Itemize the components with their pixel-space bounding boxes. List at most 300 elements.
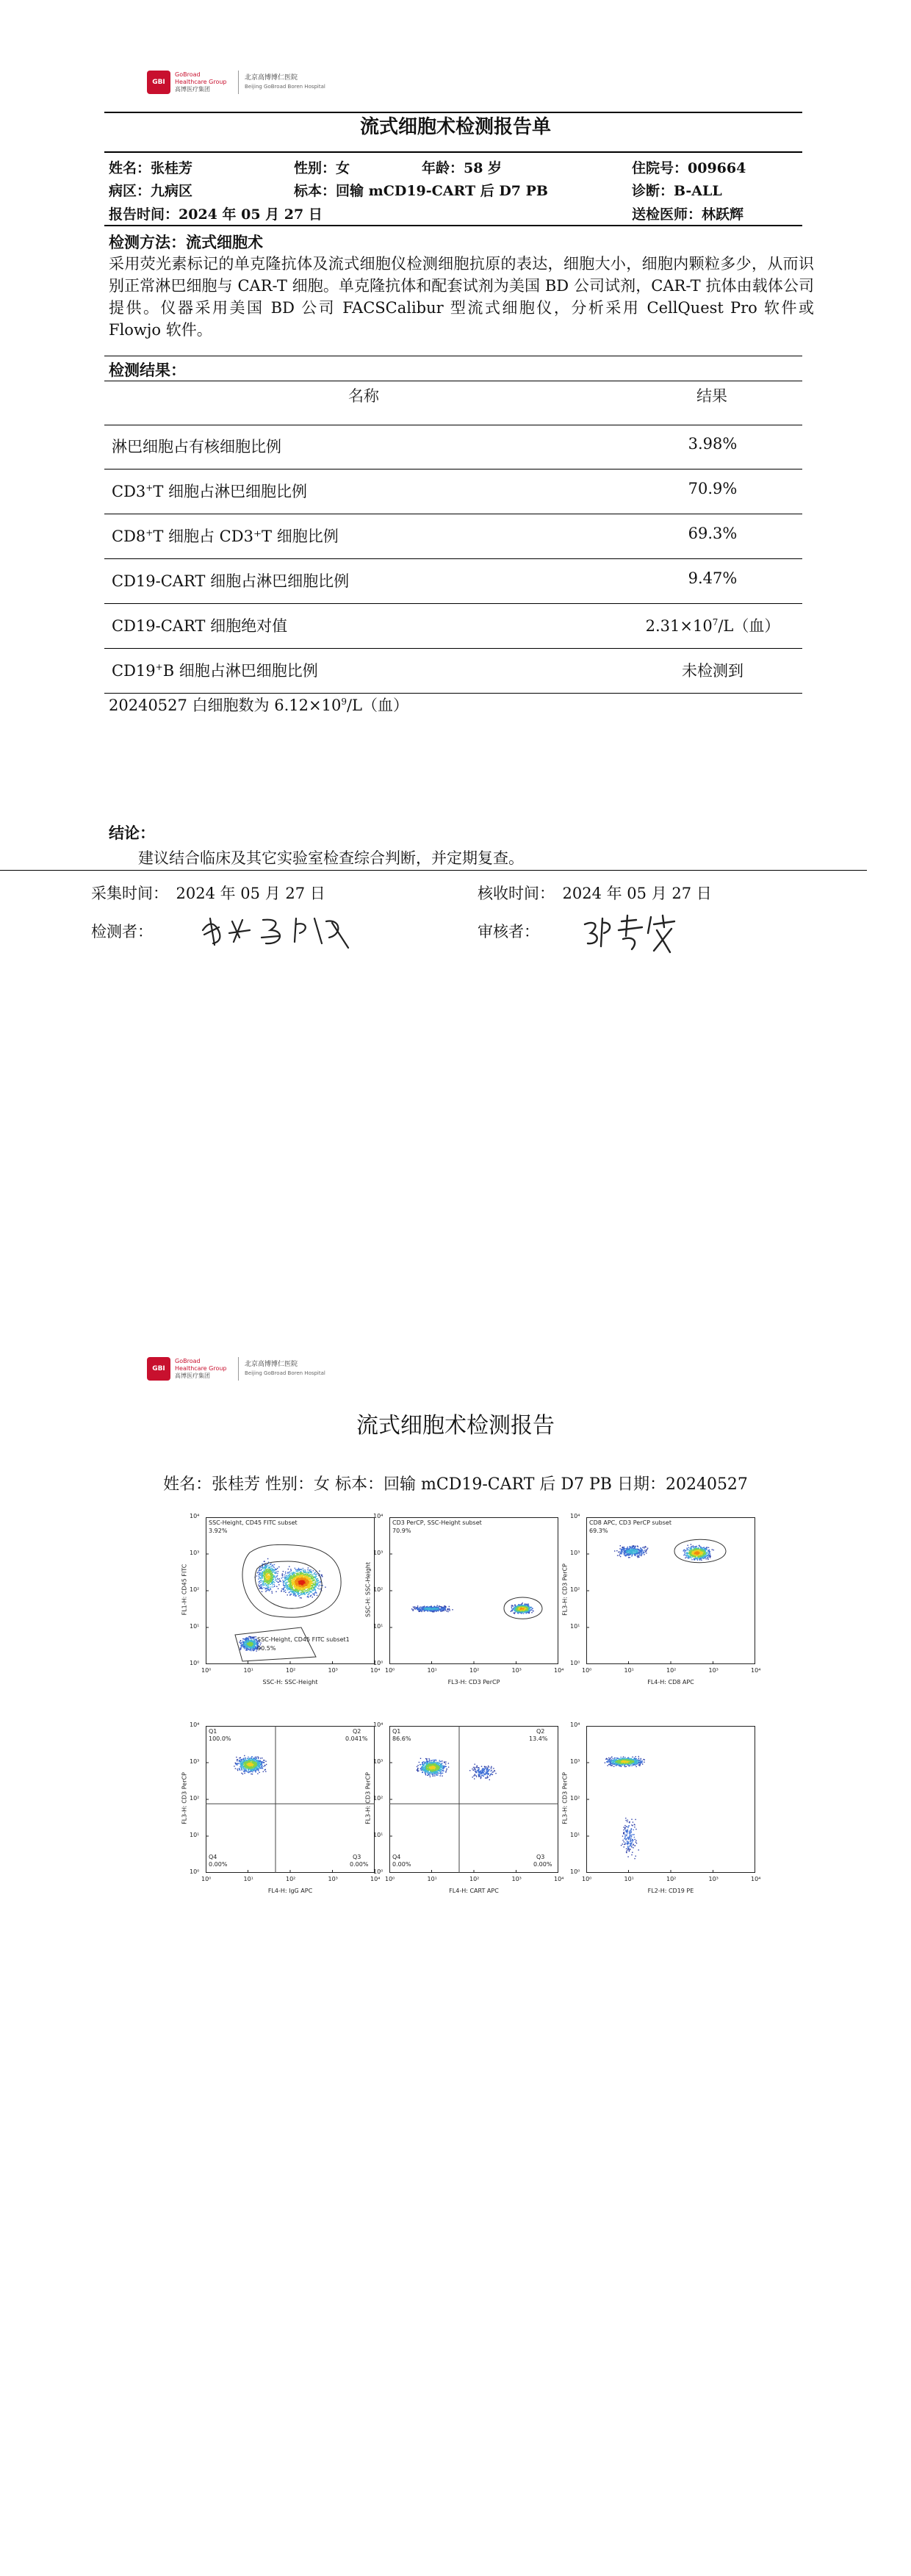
- event-dot: [314, 1574, 315, 1575]
- event-dot: [239, 1641, 240, 1642]
- event-dot: [443, 1609, 444, 1610]
- event-dot: [693, 1549, 694, 1550]
- event-dot: [288, 1584, 289, 1585]
- event-dot: [524, 1605, 525, 1606]
- review-time: 核收时间： 2024 年 05 月 27 日: [478, 885, 712, 902]
- event-dot: [630, 1549, 631, 1550]
- event-dot: [264, 1583, 265, 1584]
- event-dot: [285, 1592, 286, 1593]
- plot-report-patient-info: 姓名：张桂芳 性别：女 标本：回输 mCD19-CART 后 D7 PB 日期：20240527: [163, 1475, 748, 1494]
- event-dot: [431, 1607, 432, 1608]
- event-dot: [616, 1550, 617, 1551]
- event-dot: [707, 1559, 708, 1560]
- event-dot: [433, 1606, 434, 1607]
- event-dot: [244, 1638, 245, 1639]
- event-dot: [276, 1581, 277, 1582]
- event-dot: [289, 1583, 290, 1584]
- plot-canvas: [389, 1517, 558, 1664]
- event-dot: [299, 1583, 300, 1584]
- event-dot: [263, 1572, 264, 1573]
- event-dot: [300, 1586, 301, 1587]
- event-dot: [298, 1577, 299, 1578]
- event-dot: [263, 1582, 264, 1583]
- event-dot: [266, 1569, 267, 1570]
- event-dot: [309, 1591, 310, 1592]
- event-dot: [634, 1548, 635, 1549]
- event-dot: [292, 1572, 293, 1573]
- event-dot: [303, 1591, 304, 1592]
- event-dot: [301, 1597, 302, 1598]
- plot-label: 10³: [328, 1667, 338, 1674]
- plot-canvas: [586, 1517, 755, 1664]
- event-dot: [630, 1551, 631, 1552]
- event-dot: [313, 1583, 314, 1584]
- event-dot: [689, 1550, 690, 1551]
- event-dot: [262, 1584, 263, 1585]
- event-dot: [306, 1588, 307, 1589]
- event-dot: [261, 1588, 262, 1589]
- event-dot: [708, 1551, 709, 1552]
- event-dot: [291, 1572, 292, 1573]
- event-dot: [269, 1589, 270, 1590]
- event-dot: [261, 1584, 262, 1585]
- event-dot: [701, 1560, 702, 1561]
- flow-plot-1: [181, 1513, 381, 1685]
- event-dot: [519, 1605, 520, 1606]
- event-dot: [261, 1569, 262, 1570]
- plot-label: SSC-H: SSC-Height: [262, 1679, 318, 1685]
- event-dot: [265, 1566, 266, 1567]
- event-dot: [264, 1574, 265, 1575]
- event-dot: [300, 1589, 301, 1590]
- event-dot: [530, 1610, 531, 1611]
- event-dot: [304, 1569, 305, 1570]
- event-dot: [252, 1646, 253, 1647]
- event-dot: [638, 1552, 639, 1553]
- event-dot: [287, 1578, 288, 1579]
- event-dot: [414, 1608, 415, 1609]
- event-dot: [693, 1551, 694, 1552]
- event-dot: [438, 1607, 439, 1608]
- event-dot: [299, 1569, 300, 1570]
- event-dot: [294, 1574, 295, 1575]
- event-dot: [430, 1609, 431, 1610]
- event-dot: [620, 1545, 621, 1546]
- plot-label: 10¹: [373, 1623, 384, 1630]
- event-dot: [290, 1578, 291, 1579]
- collect-time: 采集时间： 2024 年 05 月 27 日: [91, 885, 325, 902]
- plot-label: SSC-Height, CD45 FITC subset1: [257, 1636, 350, 1643]
- event-dot: [293, 1595, 294, 1596]
- event-dot: [625, 1550, 626, 1551]
- event-dot: [307, 1569, 308, 1570]
- event-dot: [411, 1608, 412, 1609]
- event-dot: [300, 1573, 301, 1574]
- event-dot: [428, 1609, 429, 1610]
- event-dot: [627, 1547, 628, 1548]
- plot-label: SSC-H: SSC-Height: [364, 1562, 372, 1617]
- event-dot: [305, 1576, 306, 1577]
- event-dot: [246, 1648, 247, 1649]
- event-dot: [298, 1592, 299, 1593]
- event-dot: [683, 1550, 684, 1551]
- event-dot: [519, 1607, 520, 1608]
- event-dot: [297, 1575, 298, 1576]
- event-dot: [296, 1577, 297, 1578]
- event-dot: [244, 1648, 245, 1649]
- event-dot: [301, 1581, 302, 1582]
- plot-label: 10²: [570, 1586, 580, 1593]
- event-dot: [297, 1578, 298, 1579]
- event-dot: [526, 1610, 527, 1611]
- event-dot: [524, 1612, 525, 1613]
- event-dot: [244, 1755, 245, 1756]
- plot-label: 10³: [373, 1550, 384, 1556]
- event-dot: [632, 1555, 633, 1556]
- event-dot: [259, 1588, 260, 1589]
- result-row-value: 70.9%: [688, 480, 738, 497]
- event-dot: [279, 1578, 280, 1579]
- event-dot: [309, 1574, 310, 1575]
- event-dot: [635, 1552, 636, 1553]
- event-dot: [519, 1612, 520, 1613]
- event-dot: [693, 1554, 694, 1555]
- plot-report-title: 流式细胞术检测报告: [356, 1413, 555, 1439]
- event-dot: [421, 1611, 422, 1612]
- event-dot: [628, 1549, 629, 1550]
- event-dot: [625, 1551, 626, 1552]
- event-dot: [296, 1595, 297, 1596]
- event-dot: [250, 1638, 251, 1639]
- flow-plot-4: [181, 1721, 381, 1894]
- plot-label: 10³: [190, 1550, 200, 1556]
- event-dot: [449, 1609, 450, 1610]
- event-dot: [308, 1591, 309, 1592]
- event-dot: [419, 1608, 420, 1609]
- event-dot: [686, 1553, 687, 1554]
- event-dot: [265, 1575, 266, 1576]
- reviewer-signature: [580, 908, 683, 963]
- event-dot: [287, 1573, 288, 1574]
- result-row-name: CD19-CART 细胞绝对值: [112, 617, 288, 635]
- event-dot: [272, 1565, 273, 1566]
- event-dot: [271, 1570, 272, 1571]
- event-dot: [312, 1576, 313, 1577]
- event-dot: [317, 1578, 318, 1579]
- event-dot: [269, 1572, 270, 1573]
- event-dot: [529, 1608, 530, 1609]
- event-dot: [433, 1611, 434, 1612]
- event-dot: [293, 1579, 294, 1580]
- event-dot: [529, 1612, 530, 1613]
- event-dot: [285, 1587, 286, 1588]
- event-dot: [629, 1550, 630, 1551]
- event-dot: [316, 1584, 317, 1585]
- result-row-name: 淋巴细胞占有核细胞比例: [112, 438, 281, 456]
- event-dot: [278, 1566, 279, 1567]
- event-dot: [309, 1581, 310, 1582]
- event-dot: [282, 1573, 283, 1574]
- event-dot: [306, 1575, 307, 1576]
- event-dot: [268, 1575, 269, 1576]
- event-dot: [305, 1586, 306, 1587]
- event-dot: [427, 1606, 428, 1607]
- event-dot: [297, 1570, 298, 1571]
- event-dot: [268, 1578, 269, 1579]
- event-dot: [701, 1558, 702, 1559]
- event-dot: [517, 1605, 518, 1606]
- event-dot: [632, 1554, 633, 1555]
- event-dot: [293, 1581, 294, 1582]
- event-dot: [248, 1639, 249, 1640]
- plot-canvas: [206, 1726, 375, 1873]
- result-row-name: CD8+T 细胞占 CD3⁺T 细胞比例: [112, 528, 339, 545]
- event-dot: [632, 1547, 633, 1548]
- event-dot: [700, 1557, 701, 1558]
- plot-label: 10⁰: [582, 1667, 592, 1674]
- event-dot: [308, 1584, 309, 1585]
- wbc-count: 20240527 白细胞数为 $6.12\times 10^9/L$（血）: [109, 697, 408, 714]
- event-dot: [276, 1586, 277, 1587]
- event-dot: [322, 1576, 323, 1577]
- event-dot: [518, 1604, 519, 1605]
- event-dot: [270, 1574, 271, 1575]
- event-dot: [526, 1611, 527, 1612]
- event-dot: [636, 1550, 637, 1551]
- event-dot: [631, 1551, 632, 1552]
- event-dot: [294, 1590, 295, 1591]
- event-dot: [298, 1570, 299, 1571]
- event-dot: [287, 1589, 288, 1590]
- event-dot: [287, 1572, 288, 1573]
- plot-frame: [390, 1518, 558, 1664]
- logo-badge-icon: GBI: [147, 71, 170, 94]
- event-dot: [697, 1560, 698, 1561]
- event-dot: [694, 1553, 695, 1554]
- event-dot: [303, 1593, 304, 1594]
- event-dot: [316, 1583, 317, 1584]
- event-dot: [614, 1550, 615, 1551]
- event-dot: [319, 1585, 320, 1586]
- event-dot: [695, 1548, 696, 1549]
- event-dot: [298, 1572, 299, 1573]
- event-dot: [690, 1549, 691, 1550]
- event-dot: [693, 1545, 694, 1546]
- event-dot: [245, 1647, 246, 1648]
- patient-sex: 性别：女: [294, 160, 350, 176]
- event-dot: [706, 1549, 707, 1550]
- event-dot: [308, 1578, 309, 1579]
- event-dot: [703, 1551, 704, 1552]
- event-dot: [313, 1590, 314, 1591]
- event-dot: [700, 1549, 701, 1550]
- event-dot: [263, 1571, 264, 1572]
- event-dot: [641, 1550, 642, 1551]
- plot-frame: [206, 1727, 375, 1873]
- event-dot: [262, 1571, 263, 1572]
- table-row-rule: [104, 603, 802, 604]
- event-dot: [285, 1590, 286, 1591]
- event-dot: [302, 1584, 303, 1585]
- event-dot: [703, 1553, 704, 1554]
- plot-label: 10²: [190, 1586, 200, 1593]
- event-dot: [283, 1589, 284, 1590]
- admission-number: 住院号：009664: [632, 160, 746, 176]
- result-row-value: 69.3%: [688, 525, 738, 542]
- event-dot: [267, 1588, 268, 1589]
- event-dot: [449, 1610, 450, 1611]
- event-dot: [310, 1585, 311, 1586]
- event-dot: [314, 1592, 315, 1593]
- plot-label: 3.92%: [209, 1528, 228, 1534]
- flow-plot-3: [561, 1513, 761, 1685]
- event-dot: [626, 1554, 627, 1555]
- event-dot: [258, 1585, 259, 1586]
- event-dot: [633, 1545, 634, 1546]
- event-dot: [421, 1607, 422, 1608]
- event-dot: [272, 1593, 273, 1594]
- event-dot: [266, 1764, 267, 1765]
- event-dot: [697, 1558, 698, 1559]
- event-dot: [424, 1610, 425, 1611]
- event-dot: [527, 1611, 528, 1612]
- report-time: 报告时间：2024 年 05 月 27 日: [109, 206, 323, 223]
- event-dot: [628, 1552, 629, 1553]
- event-dot: [245, 1640, 246, 1641]
- plot-label: 10⁰: [570, 1660, 580, 1666]
- event-dot: [688, 1555, 689, 1556]
- event-dot: [311, 1591, 312, 1592]
- event-dot: [413, 1610, 414, 1611]
- event-dot: [449, 1606, 450, 1607]
- event-dot: [431, 1608, 432, 1609]
- event-dot: [419, 1610, 420, 1611]
- event-dot: [694, 1558, 695, 1559]
- event-dot: [426, 1606, 427, 1607]
- event-dot: [273, 1584, 274, 1585]
- event-dot: [303, 1587, 304, 1588]
- event-dot: [257, 1756, 258, 1757]
- event-dot: [291, 1588, 292, 1589]
- event-dot: [619, 1548, 620, 1549]
- ward: 病区：九病区: [109, 183, 193, 199]
- conclusion-text: 建议结合临床及其它实验室检查综合判断，并定期复查。: [138, 849, 524, 867]
- event-dot: [253, 1648, 254, 1649]
- event-dot: [262, 1568, 263, 1569]
- event-dot: [531, 1609, 532, 1610]
- event-dot: [699, 1546, 700, 1547]
- result-row-value: 9.47%: [688, 569, 738, 587]
- plot-label: SSC-Height, CD45 FITC subset: [209, 1519, 298, 1526]
- event-dot: [292, 1587, 293, 1588]
- event-dot: [285, 1577, 286, 1578]
- event-dot: [274, 1582, 275, 1583]
- event-dot: [447, 1611, 448, 1612]
- table-row-rule: [104, 558, 802, 559]
- event-dot: [302, 1577, 303, 1578]
- table-row-rule: [104, 648, 802, 649]
- event-dot: [309, 1589, 310, 1590]
- result-row-name: CD19-CART 细胞占淋巴细胞比例: [112, 572, 350, 590]
- event-dot: [289, 1579, 290, 1580]
- plot-frame: [587, 1518, 755, 1664]
- event-dot: [633, 1546, 634, 1547]
- method-description: 采用荧光素标记的单克隆抗体及流式细胞仪检测细胞抗原的表达，细胞大小，细胞内颗粒多少，从而识别正常淋巴细胞与 CAR-T 细胞。单克隆抗体和配套试剂为美国 BD 公司试剂，CAR-T 抗体由载体公司提供。仪器采用美国 BD 公司 FACSCalibur 型流式细胞仪，分析采用 CellQuest Pro 软件或 Flowjo 软件。: [109, 255, 814, 339]
- event-dot: [266, 1590, 267, 1591]
- event-dot: [301, 1584, 302, 1585]
- event-dot: [271, 1568, 272, 1569]
- event-dot: [249, 1640, 250, 1641]
- logo-divider: [238, 1357, 239, 1381]
- event-dot: [259, 1570, 260, 1571]
- event-dot: [424, 1606, 425, 1607]
- event-dot: [267, 1558, 268, 1559]
- event-dot: [264, 1580, 265, 1581]
- event-dot: [532, 1608, 533, 1609]
- event-dot: [425, 1608, 426, 1609]
- event-dot: [247, 1640, 248, 1641]
- event-dot: [290, 1575, 291, 1576]
- event-dot: [290, 1585, 291, 1586]
- event-dot: [305, 1571, 306, 1572]
- event-dot: [314, 1572, 315, 1573]
- event-dot: [260, 1757, 261, 1758]
- event-dot: [626, 1550, 627, 1551]
- event-dot: [275, 1573, 276, 1574]
- event-dot: [696, 1546, 697, 1547]
- plot-label: 10⁴: [751, 1667, 761, 1674]
- event-dot: [433, 1610, 434, 1611]
- event-dot: [298, 1590, 299, 1591]
- event-dot: [277, 1575, 278, 1576]
- event-dot: [697, 1553, 698, 1554]
- plot-label: FL4-H: CD8 APC: [647, 1679, 694, 1685]
- event-dot: [265, 1565, 266, 1566]
- event-dot: [309, 1583, 310, 1584]
- event-dot: [312, 1587, 313, 1588]
- event-dot: [289, 1586, 290, 1587]
- event-dot: [697, 1552, 698, 1553]
- event-dot: [267, 1590, 268, 1591]
- event-dot: [292, 1578, 293, 1579]
- event-dot: [277, 1568, 278, 1569]
- event-dot: [246, 1641, 247, 1642]
- event-dot: [302, 1588, 303, 1589]
- logo-group-name: GoBroad Healthcare Group 高博医疗集团: [175, 1358, 227, 1379]
- event-dot: [305, 1578, 306, 1579]
- plot-label: 10²: [666, 1667, 677, 1674]
- event-dot: [516, 1606, 517, 1607]
- event-dot: [626, 1548, 627, 1549]
- event-dot: [686, 1557, 687, 1558]
- event-dot: [645, 1551, 646, 1552]
- event-dot: [452, 1609, 453, 1610]
- event-dot: [285, 1584, 286, 1585]
- event-dot: [308, 1567, 309, 1568]
- event-dot: [294, 1573, 295, 1574]
- event-dot: [413, 1606, 414, 1607]
- event-dot: [316, 1574, 317, 1575]
- event-dot: [255, 1648, 256, 1649]
- event-dot: [244, 1646, 245, 1647]
- event-dot: [273, 1575, 274, 1576]
- event-dot: [258, 1578, 259, 1579]
- event-dot: [311, 1595, 312, 1596]
- event-dot: [273, 1567, 274, 1568]
- event-dot: [268, 1584, 269, 1585]
- event-dot: [712, 1549, 713, 1550]
- event-dot: [265, 1761, 266, 1762]
